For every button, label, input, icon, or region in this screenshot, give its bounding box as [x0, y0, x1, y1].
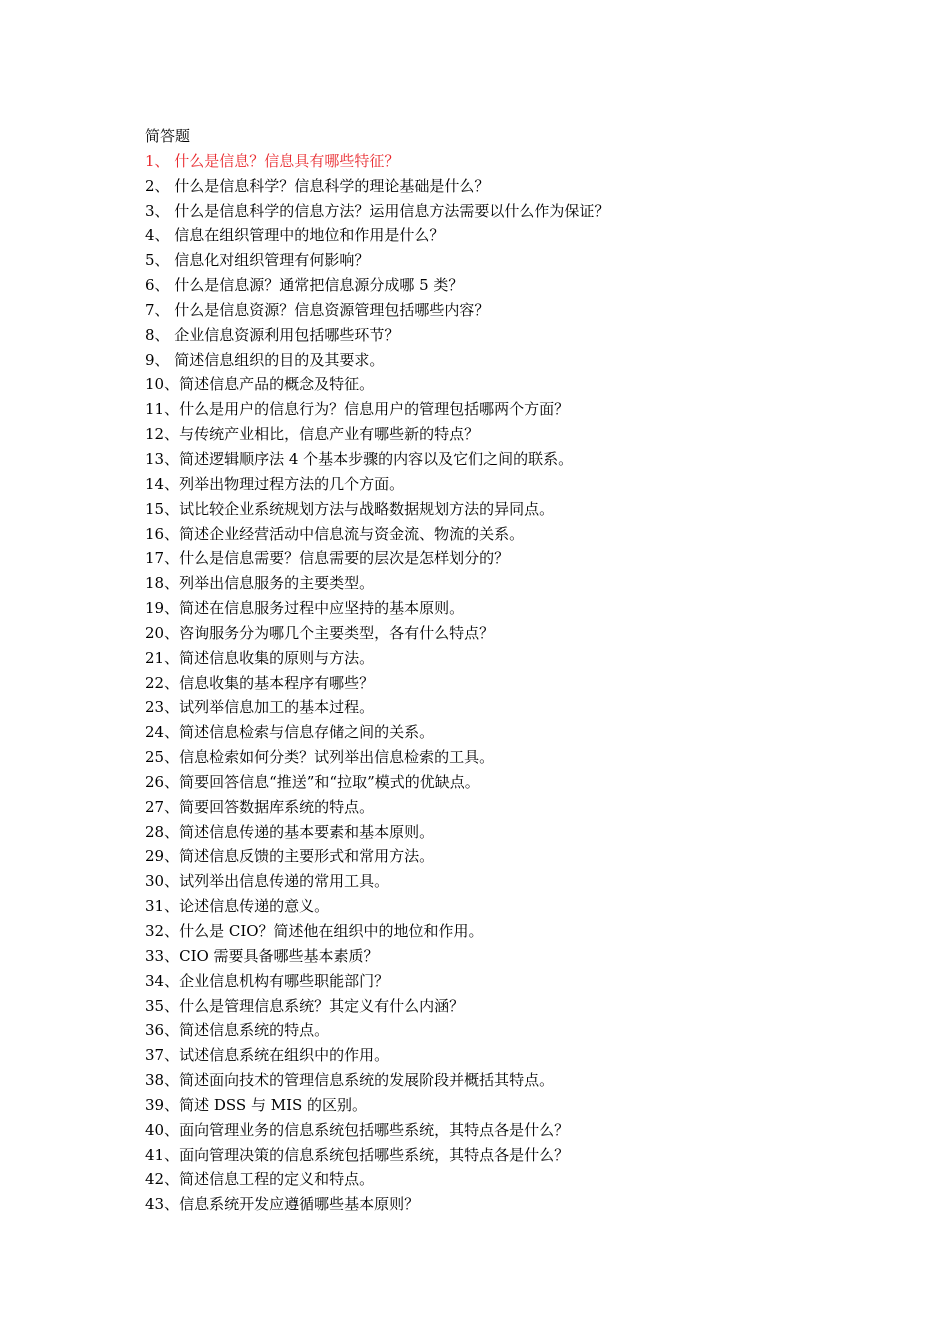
question-item: 33、CIO 需要具备哪些基本素质？ [145, 946, 379, 965]
question-item: 22、信息收集的基本程序有哪些？ [145, 673, 375, 692]
question-item: 26、简要回答信息“推送”和“拉取”模式的优缺点。 [145, 772, 480, 791]
question-item: 31、论述信息传递的意义。 [145, 897, 330, 916]
question-item: 16、简述企业经营活动中信息流与资金流、物流的关系。 [145, 524, 525, 543]
question-item: 14、列举出物理过程方法的几个方面。 [145, 474, 405, 493]
question-item: 15、试比较企业系统规划方法与战略数据规划方法的异同点。 [145, 499, 555, 518]
question-item: 39、简述 DSS 与 MIS 的区别。 [145, 1095, 368, 1114]
question-item: 29、简述信息反馈的主要形式和常用方法。 [145, 847, 435, 866]
question-item: 40、面向管理业务的信息系统包括哪些系统，其特点各是什么？ [145, 1120, 570, 1139]
question-item: 24、简述信息检索与信息存储之间的关系。 [145, 723, 435, 742]
question-item: 11、什么是用户的信息行为？信息用户的管理包括哪两个方面？ [145, 400, 570, 419]
question-item: 20、咨询服务分为哪几个主要类型，各有什么特点？ [145, 623, 495, 642]
question-item: 34、企业信息机构有哪些职能部门？ [145, 971, 390, 990]
question-item: 25、信息检索如何分类？试列举出信息检索的工具。 [145, 748, 495, 767]
question-item: 38、简述面向技术的管理信息系统的发展阶段并概括其特点。 [145, 1071, 555, 1090]
question-item: 18、列举出信息服务的主要类型。 [145, 574, 375, 593]
question-item: 41、面向管理决策的信息系统包括哪些系统，其特点各是什么？ [145, 1145, 570, 1164]
question-list [145, 149, 845, 1217]
question-item: 6、 什么是信息源？通常把信息源分成哪 5 类？ [145, 276, 464, 295]
question-item: 36、简述信息系统的特点。 [145, 1021, 330, 1040]
question-item: 35、什么是管理信息系统？其定义有什么内涵？ [145, 996, 465, 1015]
question-item: 28、简述信息传递的基本要素和基本原则。 [145, 822, 435, 841]
question-item: 12、与传统产业相比，信息产业有哪些新的特点？ [145, 425, 480, 444]
question-item: 10、简述信息产品的概念及特征。 [145, 375, 375, 394]
section-heading: 简答题 [145, 127, 191, 145]
question-item: 30、试列举出信息传递的常用工具。 [145, 872, 390, 891]
question-item: 32、什么是 CIO？简述他在组织中的地位和作用。 [145, 922, 484, 940]
question-item: 4、 信息在组织管理中的地位和作用是什么？ [145, 226, 445, 245]
question-item: 23、试列举信息加工的基本过程。 [145, 698, 375, 717]
question-item: 17、什么是信息需要？信息需要的层次是怎样划分的？ [145, 549, 510, 568]
question-item: 13、简述逻辑顺序法 4 个基本步骤的内容以及它们之间的联系。 [145, 449, 574, 468]
question-item: 3、 什么是信息科学的信息方法？运用信息方法需要以什么作为保证？ [145, 201, 610, 220]
question-item: 1、 什么是信息？信息具有哪些特征？ [145, 151, 400, 170]
question-item: 5、 信息化对组织管理有何影响？ [145, 251, 370, 270]
question-item: 7、 什么是信息资源？信息资源管理包括哪些内容？ [145, 300, 490, 319]
document-content [145, 124, 845, 1217]
question-item: 19、简述在信息服务过程中应坚持的基本原则。 [145, 599, 465, 618]
question-item: 43、信息系统开发应遵循哪些基本原则？ [145, 1195, 420, 1214]
question-item: 9、 简述信息组织的目的及其要求。 [145, 350, 385, 369]
question-item: 27、简要回答数据库系统的特点。 [145, 797, 375, 816]
question-item: 37、试述信息系统在组织中的作用。 [145, 1046, 390, 1065]
question-item: 2、 什么是信息科学？信息科学的理论基础是什么？ [145, 176, 490, 195]
question-item: 21、简述信息收集的原则与方法。 [145, 648, 375, 667]
question-item: 8、 企业信息资源利用包括哪些环节？ [145, 325, 400, 344]
question-item: 42、简述信息工程的定义和特点。 [145, 1170, 375, 1189]
